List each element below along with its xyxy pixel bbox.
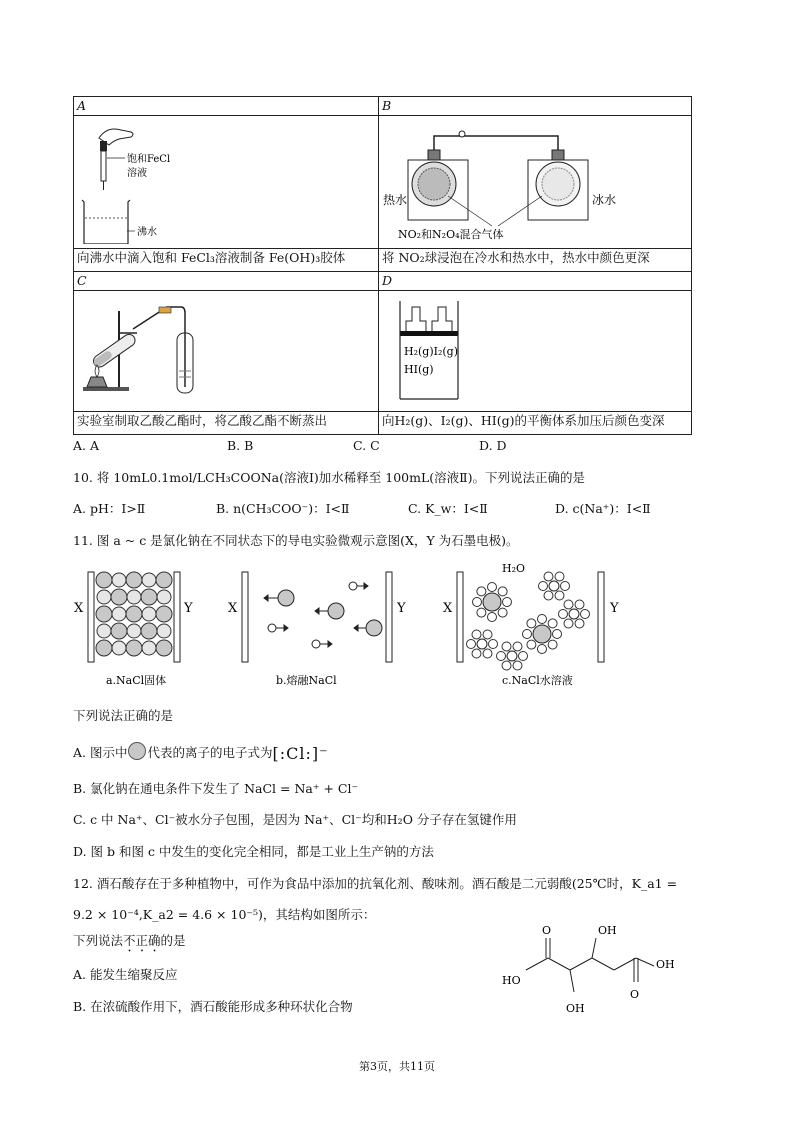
water-molecule <box>564 600 573 609</box>
hydrated-ion <box>477 639 487 649</box>
water-molecule <box>539 582 548 591</box>
gas-line-1: H₂(g)I₂(g) <box>404 345 459 358</box>
lattice-ion <box>96 640 112 656</box>
q10-option-c: C. K_w：Ⅰ<Ⅱ <box>408 501 488 516</box>
lattice-ion <box>156 572 172 588</box>
figure-c-solution <box>443 562 619 687</box>
lattice-ion <box>127 624 141 638</box>
hydrated-ion <box>549 581 559 591</box>
lattice-ion <box>96 572 112 588</box>
lattice-ion <box>156 606 172 622</box>
cell-b-label: B <box>379 97 692 116</box>
cell-c-figure <box>74 291 379 412</box>
lattice-ion <box>112 641 126 655</box>
q10-option-b: B. n(CH₃COO⁻)：Ⅰ<Ⅱ <box>216 501 350 516</box>
nacl-conductivity-figure <box>72 556 632 696</box>
water-molecule <box>527 640 536 649</box>
lattice-ion <box>142 641 156 655</box>
q9-option-c: C. C <box>353 438 380 453</box>
chloride-lewis-structure: [:Cl:]⁻ <box>272 743 329 763</box>
lattice-ion <box>112 607 126 621</box>
water-molecule <box>564 619 573 628</box>
hydrated-ion <box>483 593 501 611</box>
q9-option-a: A. A <box>73 438 100 453</box>
lattice-ion <box>126 640 142 656</box>
hot-water-label: 热水 <box>383 193 408 207</box>
struct-label-oh-top: OH <box>598 924 617 937</box>
q9-option-b: B. B <box>227 438 254 453</box>
figure-b-caption: b.熔融NaCl <box>276 674 337 687</box>
water-molecule <box>502 642 511 651</box>
cell-d-caption: 向H₂(g)、I₂(g)、HI(g)的平衡体系加压后颜色变深 <box>379 412 692 435</box>
cell-d-label: D <box>379 272 692 291</box>
water-molecule <box>498 587 507 596</box>
water-molecule <box>503 598 512 607</box>
water-molecule <box>548 640 557 649</box>
lattice-ion <box>97 590 111 604</box>
struct-label-oh-right: OH <box>656 958 675 971</box>
water-molecule <box>488 583 497 592</box>
water-molecule <box>544 572 553 581</box>
lattice-ion <box>126 606 142 622</box>
lattice-ion <box>111 589 127 605</box>
page-footer: 第3页，共11页 <box>359 1060 435 1073</box>
water-molecule <box>581 610 590 619</box>
lattice-ion <box>142 607 156 621</box>
tartaric-acid-structure <box>496 918 696 1028</box>
q11-option-c: C. c 中 Na⁺、Cl⁻被水分子包围，是因为 Na⁺、Cl⁻均和H₂O 分子存在氢键作用 <box>73 812 517 827</box>
water-molecule <box>548 619 557 628</box>
q11-question: 下列说法正确的是 <box>73 708 174 723</box>
lattice-ion <box>97 624 111 638</box>
lattice-ion <box>112 573 126 587</box>
water-molecule <box>489 640 498 649</box>
electrode-x-a: X <box>74 601 84 616</box>
cell-c-caption: 实验室制取乙酸乙酯时，将乙酸乙酯不断蒸出 <box>74 412 379 435</box>
figure-a-solid <box>74 572 193 687</box>
cell-a-label: A <box>74 97 379 116</box>
gas-mixture-label: NO₂和N₂O₄混合气体 <box>398 228 504 241</box>
water-molecule <box>498 608 507 617</box>
q12-question-emphasis: 不正确 <box>123 933 161 948</box>
q11-option-a-prefix: A. 图示中 <box>73 745 128 760</box>
lattice-ion <box>142 573 156 587</box>
cell-d-figure <box>379 291 692 412</box>
lattice-ion <box>111 623 127 639</box>
q12-question-prefix: 下列说法 <box>73 933 124 948</box>
cold-water-label: 冰水 <box>592 193 617 207</box>
reagent-label-2: 溶液 <box>127 168 147 179</box>
reagent-label: 饱和FeCl <box>127 154 171 165</box>
lattice-ion <box>141 589 157 605</box>
cell-b-figure <box>379 116 692 249</box>
cell-b-caption: 将 NO₂球浸泡在冷水和热水中，热水中颜色更深 <box>379 249 692 272</box>
q11-option-b: B. 氯化钠在通电条件下发生了 NaCl = Na⁺ + Cl⁻ <box>73 781 359 796</box>
lattice-ion <box>96 606 112 622</box>
water-molecule <box>519 652 528 661</box>
hydrated-ion <box>507 651 517 661</box>
struct-label-oh-bottom: OH <box>566 1002 585 1015</box>
figure-a-caption: a.NaCl固体 <box>106 674 167 687</box>
electrode-x-b: X <box>228 601 238 616</box>
piston-cylinder-figure <box>382 291 692 407</box>
struct-label-o-bottom: O <box>630 988 640 1001</box>
electrode-y-a: Y <box>184 601 193 616</box>
water-molecule <box>538 645 547 654</box>
water-molecule <box>538 615 547 624</box>
large-ion-circle-icon <box>128 742 146 760</box>
water-molecule <box>555 591 564 600</box>
water-molecule <box>513 642 522 651</box>
struct-label-ho-left: HO <box>502 974 521 987</box>
water-molecule <box>477 587 486 596</box>
water-molecule <box>553 630 562 639</box>
water-molecule-label: H₂O <box>502 562 526 575</box>
q12-stem-line-2: 9.2 × 10⁻⁴,K_a2 = 4.6 × 10⁻⁵)，其结构如图所示： <box>73 907 376 922</box>
electrode-y-b: Y <box>397 601 406 616</box>
cell-a-figure <box>74 116 379 249</box>
water-molecule <box>467 640 476 649</box>
water-molecule <box>575 619 584 628</box>
water-molecule <box>544 591 553 600</box>
hydrated-ion <box>533 625 551 643</box>
ester-distillation-figure <box>77 291 377 407</box>
water-molecule <box>502 661 511 670</box>
lattice-ion <box>126 572 142 588</box>
q11-option-d: D. 图 b 和图 c 中发生的变化完全相同，都是工业上生产钠的方法 <box>73 844 434 859</box>
water-molecule <box>483 649 492 658</box>
water-molecule <box>561 582 570 591</box>
water-molecule <box>477 608 486 617</box>
water-molecule <box>472 630 481 639</box>
q11-option-a <box>73 742 329 763</box>
gas-line-2: HI(g) <box>404 363 434 376</box>
lattice-ion <box>157 624 171 638</box>
water-molecule <box>497 652 506 661</box>
dropper-beaker-figure <box>77 116 377 244</box>
electrode-y-c: Y <box>610 601 619 616</box>
water-molecule <box>555 572 564 581</box>
cell-c-label: C <box>74 272 379 291</box>
q12-option-a: A. 能发生缩聚反应 <box>73 967 178 982</box>
water-molecule <box>513 661 522 670</box>
q11-option-a-suffix: 代表的离子的电子式为 <box>147 745 273 760</box>
water-molecule <box>559 610 568 619</box>
cell-a-caption: 向沸水中滴入饱和 FeCl₃溶液制备 Fe(OH)₃胶体 <box>74 249 379 272</box>
water-molecule <box>473 598 482 607</box>
q10-option-d: D. c(Na⁺)：Ⅰ<Ⅱ <box>555 501 651 516</box>
q12-stem-line-1: 12. 酒石酸存在于多种植物中，可作为食品中添加的抗氧化剂、酸味剂。酒石酸是二元弱酸(25℃时，K_a1 = <box>73 876 678 891</box>
q12-option-b: B. 在浓硫酸作用下，酒石酸能形成多种环状化合物 <box>73 999 353 1014</box>
water-molecule <box>483 630 492 639</box>
lattice-ion <box>127 590 141 604</box>
water-molecule <box>488 613 497 622</box>
q10-option-a: A. pH：Ⅰ>Ⅱ <box>73 501 146 516</box>
water-label: 沸水 <box>137 227 157 238</box>
no2-bulbs-figure <box>382 116 692 244</box>
q10-stem: 10. 将 10mL0.1mol/LCH₃COONa(溶液Ⅰ)加水稀释至 100mL(溶液Ⅱ)。下列说法正确的是 <box>73 470 586 485</box>
water-molecule <box>575 600 584 609</box>
experiment-table <box>73 96 692 435</box>
struct-label-o-top: O <box>542 924 552 937</box>
lattice-ion <box>156 640 172 656</box>
figure-b-molten <box>228 572 406 687</box>
water-molecule <box>527 619 536 628</box>
q12-question-suffix: 的是 <box>160 933 186 948</box>
lattice-ion <box>141 623 157 639</box>
figure-c-caption: c.NaCl水溶液 <box>502 674 573 687</box>
q9-option-d: D. D <box>479 438 507 453</box>
q11-stem: 11. 图 a ~ c 是氯化钠在不同状态下的导电实验微观示意图(X，Y 为石墨电极)。 <box>73 533 519 548</box>
water-molecule <box>523 630 532 639</box>
lattice-ion <box>157 590 171 604</box>
hydrated-ion <box>569 609 579 619</box>
water-molecule <box>472 649 481 658</box>
electrode-x-c: X <box>443 601 453 616</box>
q12-question <box>73 932 186 955</box>
